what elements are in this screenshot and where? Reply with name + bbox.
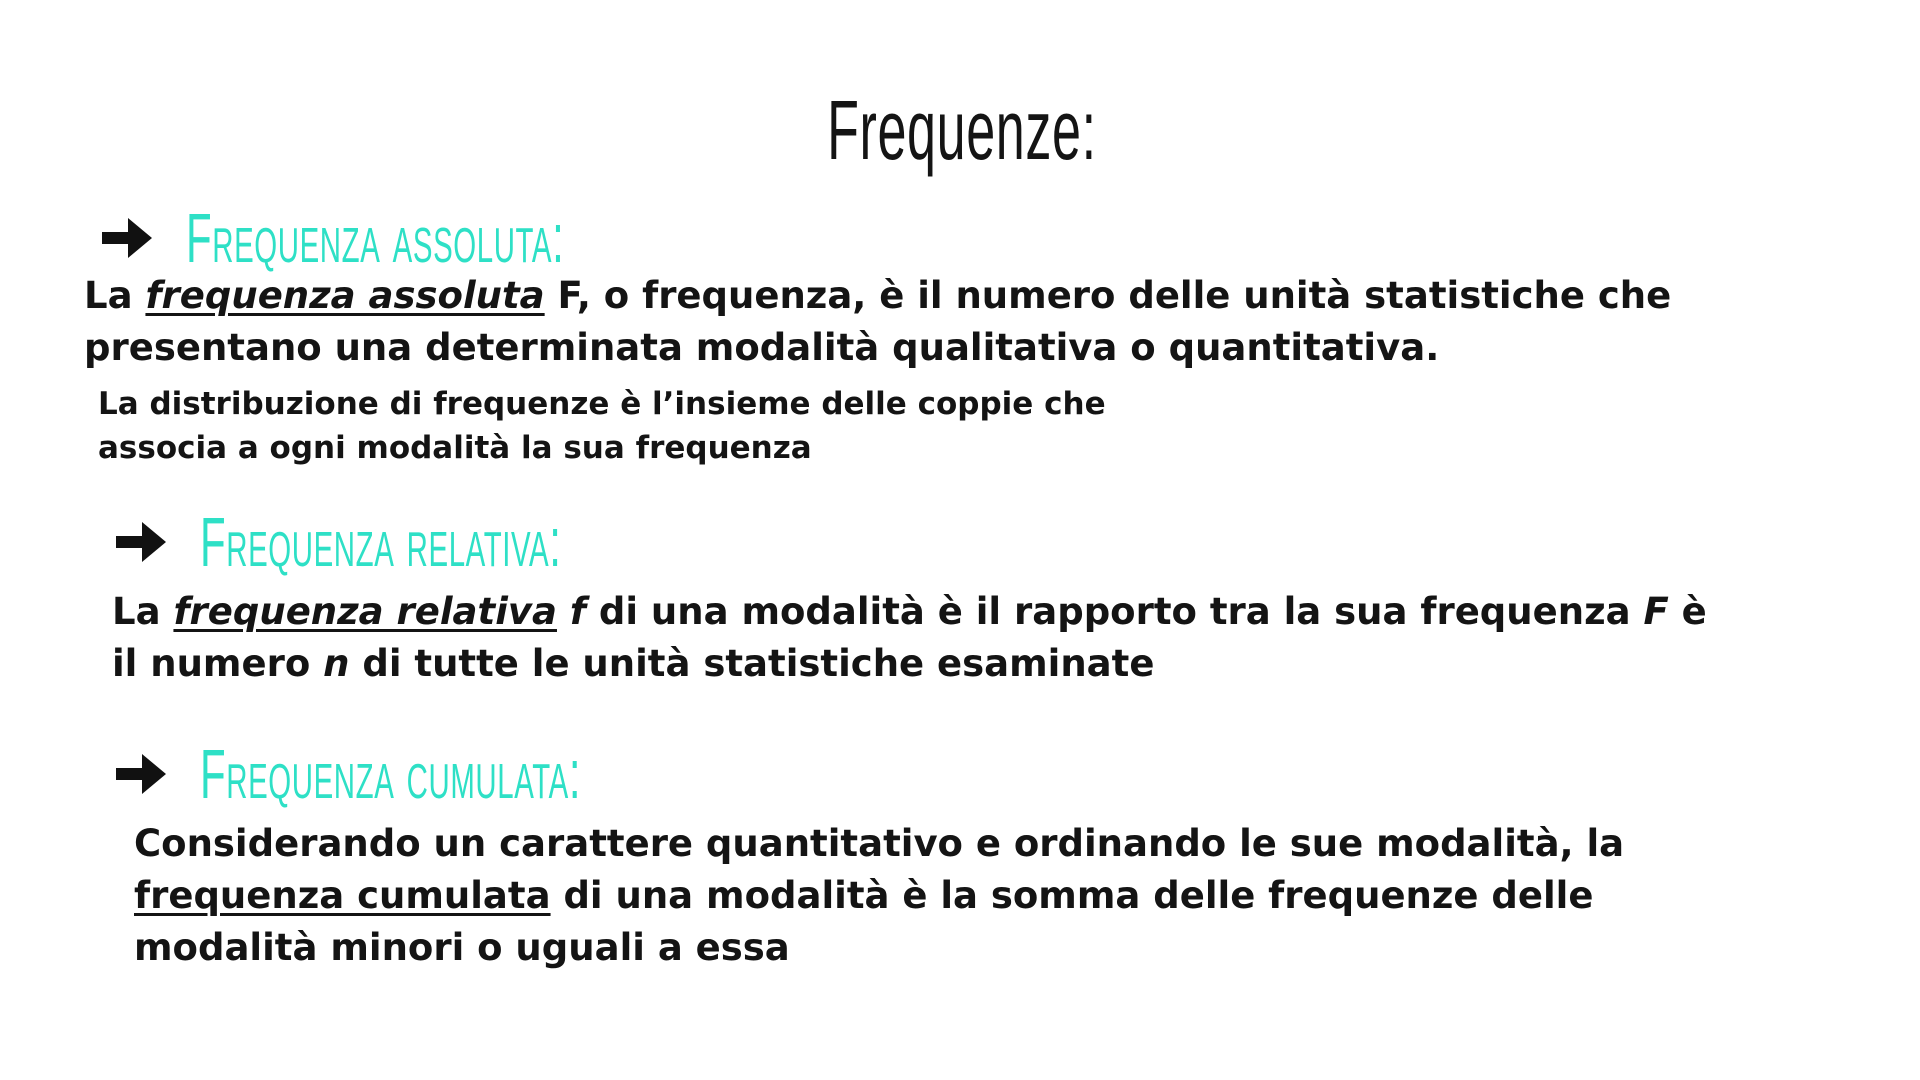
term-frequenza-relativa: frequenza relativa — [173, 590, 557, 633]
page-title: Frequenze: — [827, 83, 1097, 177]
text-line: La distribuzione di frequenze è l’insieme delle coppie che — [98, 386, 1106, 422]
paragraph-frequenza-relativa — [112, 586, 1707, 690]
paragraph-frequenza-assoluta — [84, 270, 1671, 374]
text-run: F, o frequenza, è il numero delle unità statistiche che — [544, 274, 1672, 317]
text-line: modalità minori o uguali a essa — [134, 926, 790, 969]
text-run: di tutte le unità statistiche esaminate — [349, 642, 1155, 685]
text-line: associa a ogni modalità la sua frequenza — [98, 430, 812, 466]
paragraph-frequenza-cumulata — [134, 818, 1624, 974]
term-frequenza-assoluta: frequenza assoluta — [145, 274, 545, 317]
text-run: di una modalità è la somma delle frequenze delle — [550, 874, 1594, 917]
right-arrow-icon — [112, 746, 170, 802]
heading-frequenza-relativa — [112, 502, 803, 582]
variable-n: n — [323, 642, 350, 685]
text-run: di una modalità è il rapporto tra la sua frequenza — [585, 590, 1644, 633]
right-arrow-icon — [112, 514, 170, 570]
right-arrow-icon — [98, 210, 156, 266]
heading-frequenza-cumulata — [112, 734, 835, 814]
variable-f: f — [569, 590, 586, 633]
heading-text: Frequenza cumulata: — [200, 735, 582, 813]
text-run: La — [84, 274, 146, 317]
heading-text: Frequenza assoluta: — [186, 199, 565, 277]
heading-text: Frequenza relativa: — [200, 503, 562, 581]
text-line: presentano una determinata modalità qualitativa o quantitativa. — [84, 326, 1440, 369]
variable-F: F — [1643, 590, 1669, 633]
text-run: La — [112, 590, 174, 633]
text-line: Considerando un carattere quantitativo e ordinando le sue modalità, la — [134, 822, 1625, 865]
text-run: il numero — [112, 642, 324, 685]
text-run: è — [1668, 590, 1707, 633]
heading-frequenza-assoluta — [98, 198, 817, 278]
term-frequenza-cumulata: frequenza cumulata — [134, 874, 551, 917]
paragraph-distribuzione — [98, 382, 1106, 470]
